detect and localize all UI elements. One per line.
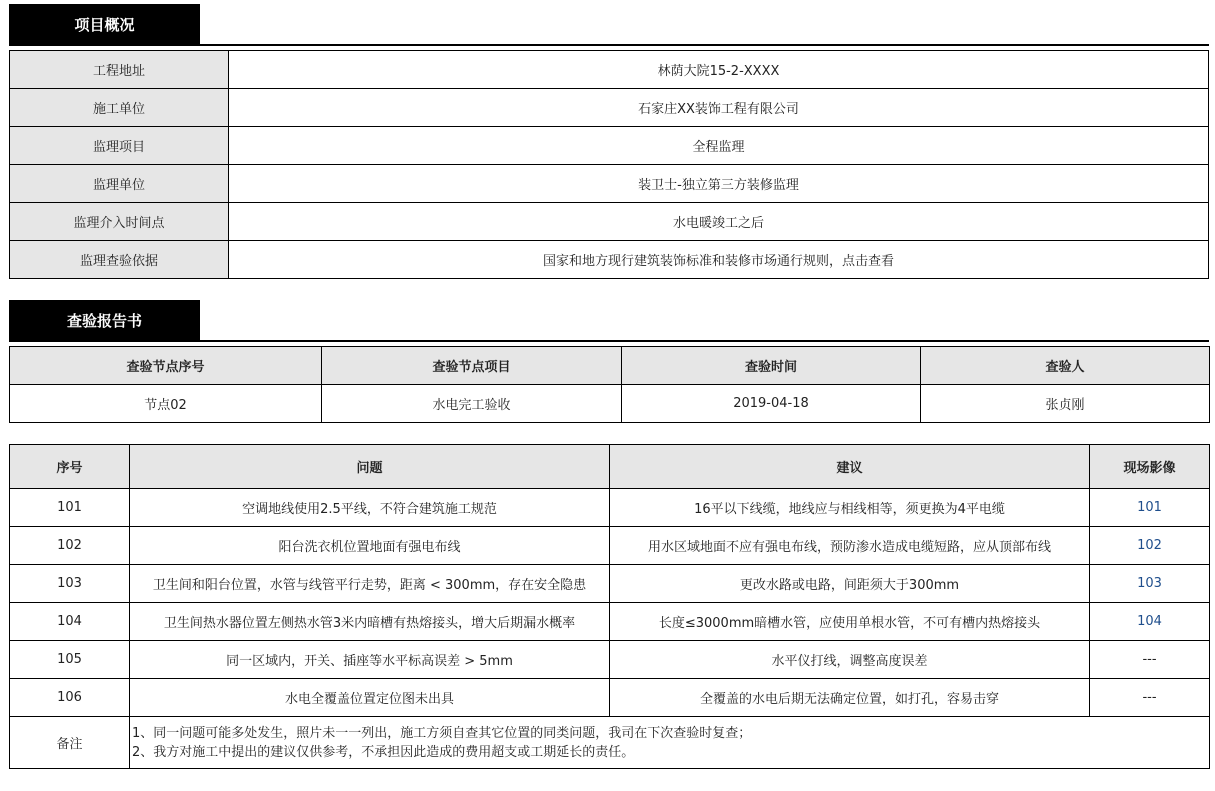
- issue-problem: 卫生间和阳台位置，水管与线管平行走势，距离 < 300mm，存在安全隐患: [130, 565, 610, 603]
- site-image-placeholder: ---: [1090, 679, 1210, 717]
- inspection-basis-link[interactable]: 国家和地方现行建筑装饰标准和装修市场通行规则，点击查看: [229, 241, 1209, 279]
- table-row: [10, 641, 1210, 679]
- issue-advice: 长度≤3000mm暗槽水管，应使用单根水管，不可有槽内热熔接头: [610, 603, 1090, 641]
- table-header-row: [10, 347, 1210, 385]
- site-image-link[interactable]: 101: [1090, 489, 1210, 527]
- table-row: [10, 89, 1209, 127]
- table-row: [10, 51, 1209, 89]
- issue-number: 105: [10, 641, 130, 679]
- overview-label: 工程地址: [10, 51, 229, 89]
- overview-label: 施工单位: [10, 89, 229, 127]
- site-image-link[interactable]: 103: [1090, 565, 1210, 603]
- overview-value: 装卫士-独立第三方装修监理: [229, 165, 1209, 203]
- column-header: 查验节点序号: [10, 347, 322, 385]
- note-line: 1、同一问题可能多处发生，照片未一一列出，施工方须自查其它位置的同类问题，我司在下次查验时复查；: [132, 725, 752, 741]
- table-row: [10, 203, 1209, 241]
- table-header-row: [10, 445, 1210, 489]
- overview-value: 石家庄XX装饰工程有限公司: [229, 89, 1209, 127]
- inspector-name: 张贞刚: [921, 385, 1210, 423]
- notes-row: [10, 717, 1210, 769]
- column-header: 查验时间: [622, 347, 921, 385]
- report-tab-title: 查验报告书: [9, 300, 200, 340]
- column-header: 查验人: [921, 347, 1210, 385]
- issue-number: 104: [10, 603, 130, 641]
- overview-tab-title: 项目概况: [9, 4, 200, 44]
- issues-table: [9, 444, 1210, 769]
- issue-problem: 空调地线使用2.5平线，不符合建筑施工规范: [130, 489, 610, 527]
- table-row: [10, 385, 1210, 423]
- issue-problem: 卫生间热水器位置左侧热水管3米内暗槽有热熔接头，增大后期漏水概率: [130, 603, 610, 641]
- table-row: [10, 603, 1210, 641]
- site-image-link[interactable]: 102: [1090, 527, 1210, 565]
- report-section-header: [9, 300, 1209, 342]
- overview-label: 监理项目: [10, 127, 229, 165]
- inspection-node-table: [9, 346, 1210, 423]
- issue-problem: 同一区域内，开关、插座等水平标高误差 > 5mm: [130, 641, 610, 679]
- overview-section-header: [9, 4, 1209, 46]
- node-number: 节点02: [10, 385, 322, 423]
- column-header: 现场影像: [1090, 445, 1210, 489]
- issue-advice: 水平仪打线，调整高度误差: [610, 641, 1090, 679]
- overview-value: 林荫大院15-2-XXXX: [229, 51, 1209, 89]
- issue-number: 106: [10, 679, 130, 717]
- column-header: 序号: [10, 445, 130, 489]
- column-header: 建议: [610, 445, 1090, 489]
- column-header: 问题: [130, 445, 610, 489]
- overview-label: 监理介入时间点: [10, 203, 229, 241]
- note-line: 2、我方对施工中提出的建议仅供参考，不承担因此造成的费用超支或工期延长的责任。: [132, 744, 635, 760]
- issue-number: 102: [10, 527, 130, 565]
- overview-table: [9, 50, 1209, 279]
- table-row: [10, 241, 1209, 279]
- site-image-placeholder: ---: [1090, 641, 1210, 679]
- overview-value: 全程监理: [229, 127, 1209, 165]
- issue-number: 103: [10, 565, 130, 603]
- table-row: [10, 127, 1209, 165]
- overview-label: 监理查验依据: [10, 241, 229, 279]
- issue-number: 101: [10, 489, 130, 527]
- issue-advice: 16平以下线缆，地线应与相线相等，须更换为4平电缆: [610, 489, 1090, 527]
- issue-advice: 用水区域地面不应有强电布线，预防渗水造成电缆短路，应从顶部布线: [610, 527, 1090, 565]
- notes-content: [130, 717, 1210, 769]
- inspection-date: 2019-04-18: [622, 385, 921, 423]
- issue-problem: 阳台洗衣机位置地面有强电布线: [130, 527, 610, 565]
- table-row: [10, 565, 1210, 603]
- node-item: 水电完工验收: [322, 385, 622, 423]
- table-row: [10, 165, 1209, 203]
- table-row: [10, 679, 1210, 717]
- table-row: [10, 527, 1210, 565]
- issue-problem: 水电全覆盖位置定位图未出具: [130, 679, 610, 717]
- issue-advice: 全覆盖的水电后期无法确定位置，如打孔，容易击穿: [610, 679, 1090, 717]
- overview-value: 水电暖竣工之后: [229, 203, 1209, 241]
- issue-advice: 更改水路或电路，间距须大于300mm: [610, 565, 1090, 603]
- table-row: [10, 489, 1210, 527]
- notes-label: 备注: [10, 717, 130, 769]
- site-image-link[interactable]: 104: [1090, 603, 1210, 641]
- column-header: 查验节点项目: [322, 347, 622, 385]
- overview-label: 监理单位: [10, 165, 229, 203]
